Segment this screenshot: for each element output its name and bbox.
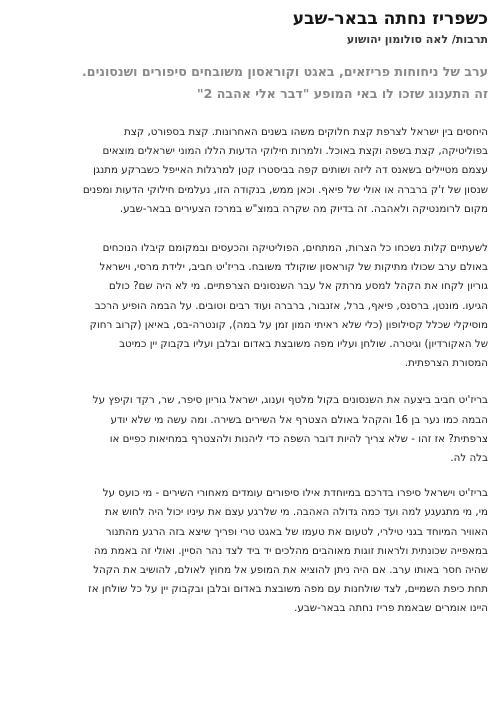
lead-line: זה התענוג שזכו לו באי המופע "דבר אלי אהבה 2" bbox=[197, 86, 488, 101]
paragraph-line: באולם ערב שכולו מתיקות של קוראסון שוקולד משובח. בריז'יט חביב, ילידת מרסי, וישראל bbox=[99, 261, 488, 274]
paragraph-line: גוריון לקחו את הקהל למסע מרתק אל עבר השנסונים הצרפתיים. מי לא היה שם? כולם bbox=[108, 280, 488, 293]
paragraph-line: מוסיקלי שכלל קסילופון (כלי שלא ראיתי המון זמן על במה), קונטרה-בס, באיאן (קרוב רחוק bbox=[89, 318, 488, 331]
paragraph-line: שהיה חסר באותו ערב. אם היה ניתן להוציא את המופע אל מחוץ לאולם, להושיב את הקהל bbox=[93, 564, 488, 577]
paragraph-line: המסורת הצרפתית. bbox=[404, 357, 488, 370]
lead-line: ערב של ניחוחות פריזאים, באגט וקוראסון משובחים סיפורים ושנסונים. bbox=[82, 64, 488, 79]
paragraph-line: בריז'יט חביב ביצעה את השנסונים בקול מלטף וענוג, ישראל גוריון סיפר, שר, רקד וקיפץ על bbox=[92, 394, 488, 407]
paragraph-line: שנסון של ז'ק ברברה או אולי של פיאף. וכאן ממש, בנקודה הזו, נעלמים חילוקי הדעות ומפנים bbox=[82, 183, 488, 196]
article-page bbox=[12, 8, 488, 714]
paragraph-line: של האקורדיון) וגיטרה. שולחן ועליו מפה משובצת באדום ובלבן ועליו בקבוק יין כמיטב bbox=[119, 338, 488, 351]
paragraph-line: הבמה כמו נער בן 16 והקהל באולם הצטרף אל השירים בשירה. ומה עשה מי שלא יודע bbox=[110, 413, 488, 426]
paragraph-1 bbox=[12, 123, 488, 219]
paragraph-line: במאפייה שכונתית ולראות זוגות מאוהבים מהלכים יד ביד לצד נהר הסיין. ואולי זה באמת מה bbox=[93, 544, 488, 557]
paragraph-line: צרפתית? אז זהו - שלא צריך להיות דובר השפה כדי ליהנות ולהצטרף במחיאות כפיים או bbox=[109, 432, 488, 445]
article-byline: תרבות/ לאה סולומון יהושוע bbox=[346, 33, 488, 46]
paragraph-line: עצמם מטיילים בשאנס דה ליזה ושותים קפה בביסטרו קטן למרגלות האייפל כשברקע מתנגן bbox=[93, 164, 488, 177]
paragraph-line: היחסים בין ישראל לצרפת קצת חלוקים משהו בשנים האחרונות. קצת בספורט, קצת bbox=[123, 126, 488, 138]
paragraph-2 bbox=[12, 239, 488, 373]
paragraph-line: האוויר המיוחד בגני טילרי, לטעום את טעמו של באגט טרי ופריך שיצא בזה הרגע מהתנור bbox=[105, 525, 488, 538]
paragraph-line: בריז'יט וישראל סיפרו בדרכם במיוחדת אילו סיפורים עומדים מאחורי השירים - מי כועס על bbox=[102, 487, 488, 500]
article-title: כשפריז נחתה בבאר-שבע bbox=[292, 9, 488, 29]
paragraph-3 bbox=[12, 391, 488, 468]
paragraph-4 bbox=[12, 484, 488, 618]
article-lead bbox=[12, 61, 488, 105]
paragraph-line: היינו אומרים שבאמת פריז נחתה בבאר-שבע. bbox=[294, 602, 488, 615]
paragraph-line: הגיעו. מונטן, ברסנס, פיאף, ברל, אזנבור, ברברה ועוד רבים וטובים. על הבמה הופיע הרכב bbox=[94, 299, 488, 312]
paragraph-line: לשעתיים קלות נשכחו כל הצרות, המתחים, הפוליטיקה והכעסים ובמקומם קיבלו הנוכחים bbox=[102, 242, 488, 255]
paragraph-line: מי, מי מתגעגע למה ועד כמה גדולה האהבה. מי שלרגע עצם את עיניו יכול היה לחוש את bbox=[105, 506, 488, 519]
paragraph-line: תחת כיפת השמיים, לצד שולחנות עם מפה משובצת באדום ובלבן ובקבוק יין על כל שולחן אז bbox=[88, 583, 488, 596]
paragraph-line: מקום לרומנטיקה ולאהבה. זה בדיוק מה שקרה במוצ"ש במרכז הצעירים בבאר-שבע. bbox=[119, 202, 488, 215]
paragraph-line: בלה לה. bbox=[450, 452, 488, 465]
paragraph-line: בפוליטיקה, קצת בשפה וקצת באוכל. ולמרות חילוקי הדעות הללו המוני ישראלים מוצאים bbox=[102, 145, 488, 158]
